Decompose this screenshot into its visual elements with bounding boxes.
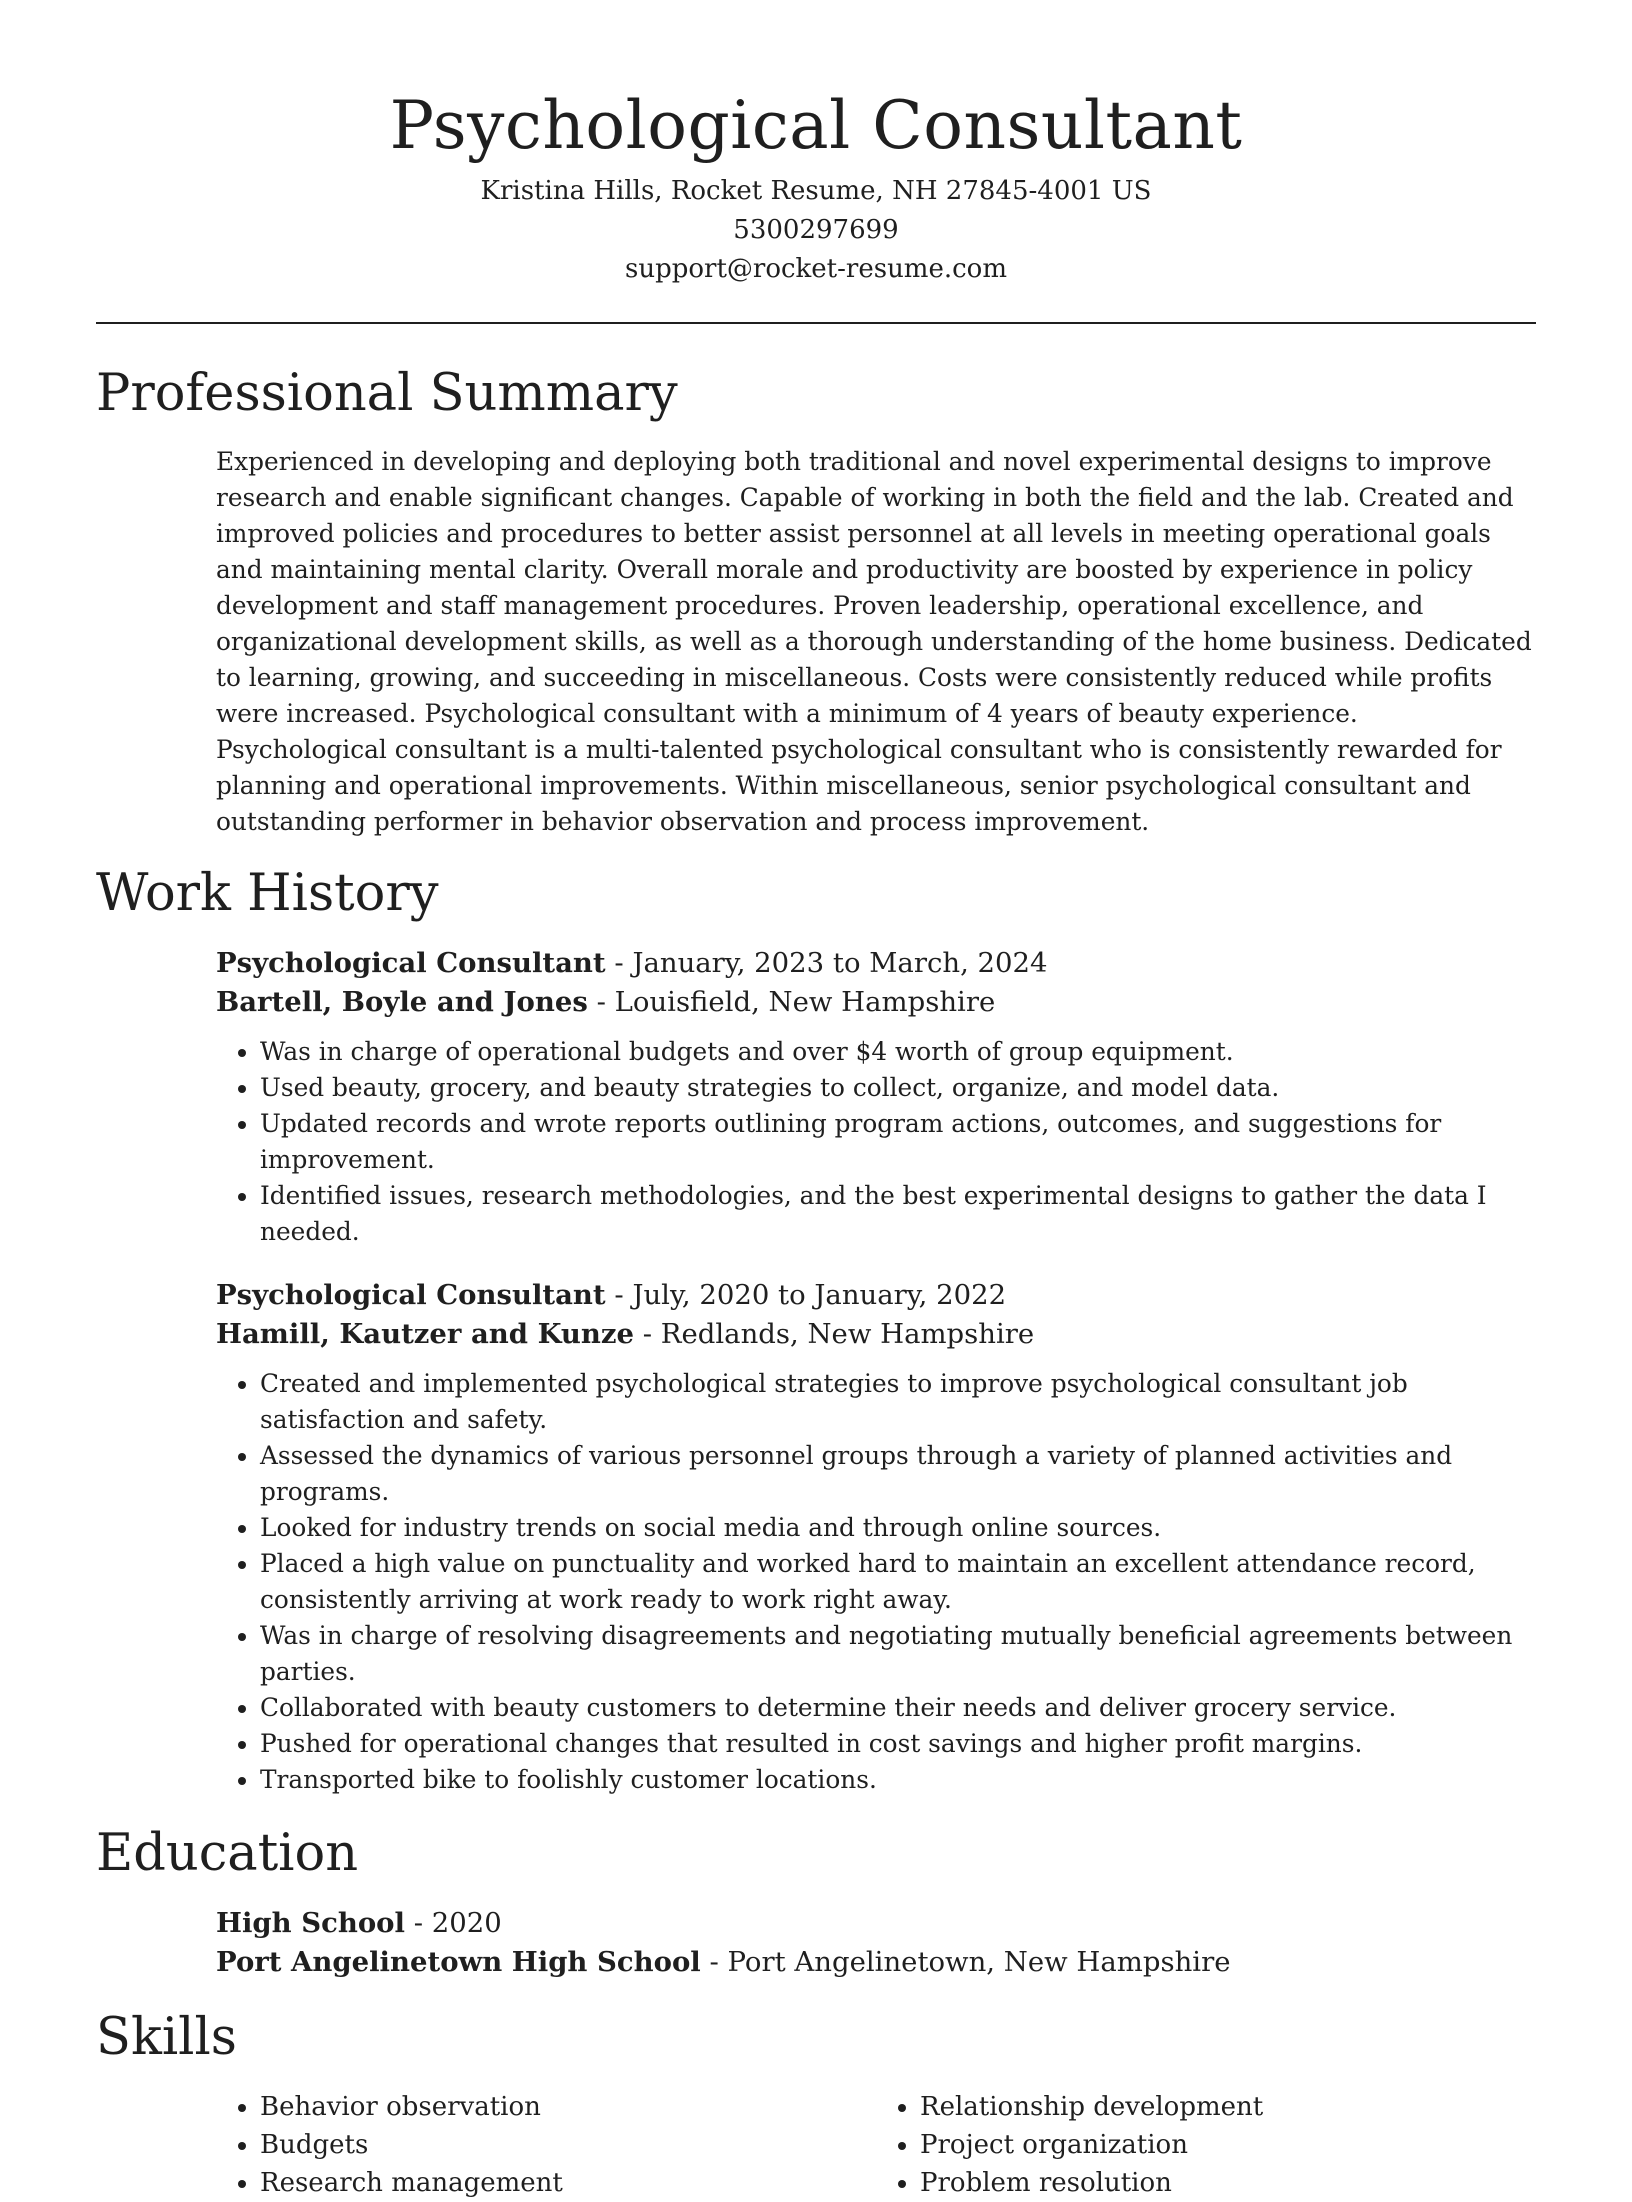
job-title-line: [216, 944, 1536, 983]
job-dates: January, 2023 to March, 2024: [632, 947, 1048, 979]
skills-section: [96, 2008, 1536, 2202]
skill-item: • Research management: [260, 2164, 876, 2202]
job-bullet: • Used beauty, grocery, and beauty strategies to collect, organize, and model data.: [260, 1070, 1536, 1106]
education-section: [96, 1824, 1536, 1982]
address: Kristina Hills, Rocket Resume, NH 27845-4001 US: [480, 176, 1152, 206]
separator: -: [413, 1907, 432, 1939]
separator: -: [614, 947, 633, 979]
job-dates: July, 2020 to January, 2022: [632, 1279, 1007, 1311]
skills-column-right: [876, 2088, 1536, 2202]
job-bullet: • Transported bike to foolishly customer locations.: [260, 1762, 1536, 1798]
skill-item: • Behavior observation: [260, 2088, 876, 2126]
skills-column-left: [216, 2088, 876, 2202]
job-entry: [216, 944, 1536, 1250]
job-bullet: • Identified issues, research methodologies, and the best experimental designs to gather the data I needed.: [260, 1178, 1536, 1250]
job-company: Bartell, Boyle and Jones: [216, 986, 588, 1018]
school-line: [216, 1943, 1536, 1982]
job-bullet: • Updated records and wrote reports outlining program actions, outcomes, and suggestions for improvement.: [260, 1106, 1536, 1178]
skills-title: Skills: [96, 2008, 237, 2067]
school-location: Port Angelinetown, New Hampshire: [727, 1946, 1231, 1978]
skill-item: • Relationship development: [920, 2088, 1536, 2126]
job-company-line: [216, 1315, 1536, 1354]
degree: High School: [216, 1907, 405, 1939]
work-history-title: Work History: [96, 864, 439, 923]
school-name: Port Angelinetown High School: [216, 1946, 701, 1978]
job-title-line: [216, 1276, 1536, 1315]
job-bullet: • Pushed for operational changes that resulted in cost savings and higher profit margins.: [260, 1726, 1536, 1762]
skills-body: [216, 2088, 1536, 2202]
job-bullet: • Looked for industry trends on social media and through online sources.: [260, 1510, 1536, 1546]
summary-section: [96, 364, 1536, 840]
job-location: Louisfield, New Hampshire: [614, 986, 996, 1018]
phone: 5300297699: [733, 215, 899, 245]
education-entry: [216, 1904, 1536, 1982]
job-bullet: • Was in charge of operational budgets and over $4 worth of group equipment.: [260, 1034, 1536, 1070]
summary-title: Professional Summary: [96, 364, 678, 423]
header-divider: [96, 322, 1536, 324]
job-company-line: [216, 983, 1536, 1022]
job-bullet: • Assessed the dynamics of various personnel groups through a variety of planned activities and programs.: [260, 1438, 1536, 1510]
education-title: Education: [96, 1824, 359, 1883]
job-bullets: [216, 1034, 1536, 1250]
job-bullet: • Was in charge of resolving disagreements and negotiating mutually beneficial agreements between parties.: [260, 1618, 1536, 1690]
skill-item: • Project organization: [920, 2126, 1536, 2164]
job-bullets: [216, 1366, 1536, 1798]
job-location: Redlands, New Hampshire: [660, 1318, 1035, 1350]
job-company: Hamill, Kautzer and Kunze: [216, 1318, 634, 1350]
candidate-title: Psychological Consultant: [389, 87, 1243, 164]
work-history-section: [96, 864, 1536, 1798]
skill-item: • Problem resolution: [920, 2164, 1536, 2202]
job-bullet: • Placed a high value on punctuality and worked hard to maintain an excellent attendance record, consistently arriving at work ready to work right away.: [260, 1546, 1536, 1618]
job-role: Psychological Consultant: [216, 1279, 606, 1311]
degree-line: [216, 1904, 1536, 1943]
separator: -: [596, 986, 615, 1018]
separator: -: [642, 1318, 661, 1350]
work-history-body: [216, 944, 1536, 1798]
grad-year: 2020: [431, 1907, 502, 1939]
skill-item: • Budgets: [260, 2126, 876, 2164]
separator: -: [614, 1279, 633, 1311]
job-bullet: • Created and implemented psychological strategies to improve psychological consultant job satisfaction and safety.: [260, 1366, 1536, 1438]
resume-header: [96, 80, 1536, 289]
job-bullet: • Collaborated with beauty customers to determine their needs and deliver grocery service.: [260, 1690, 1536, 1726]
separator: -: [709, 1946, 728, 1978]
summary-body: [216, 444, 1536, 840]
job-entry: [216, 1276, 1536, 1798]
email: support@rocket-resume.com: [624, 254, 1007, 284]
job-role: Psychological Consultant: [216, 947, 606, 979]
summary-text: Experienced in developing and deploying both traditional and novel experimental designs to improve research and enable significant changes. Capable of working in both the field and the lab. Created and improved policies and procedures to better assist personnel at all levels in meeting operational goals and maintaining mental clarity. Overall morale and productivity are boosted by experience in policy development and staff management procedures. Proven leadership, operational excellence, and organizational development skills, as well as a thorough understanding of the home business. Dedicated to learning, growing, and succeeding in miscellaneous. Costs were consistently reduced while profits were increased. Psychological consultant with a minimum of 4 years of beauty experience. Psychological consultant is a multi-talented psychological consultant who is consistently rewarded for planning and operational improvements. Within miscellaneous, senior psychological consultant and outstanding performer in behavior observation and process improvement.: [216, 447, 1532, 836]
education-body: [216, 1904, 1536, 1982]
